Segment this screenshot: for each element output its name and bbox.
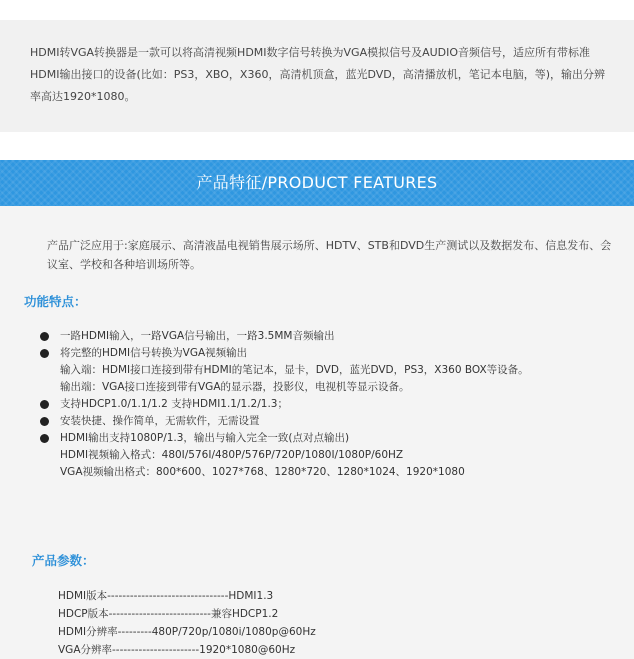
bullet-icon — [40, 417, 49, 426]
params-title: 产品参数： — [32, 553, 95, 568]
intro-text: HDMI转VGA转换器是一款可以将高清视频HDMI数字信号转换为VGA模拟信号及AUDIO音频信号，适应所有带标准HDMI输出接口的设备(比如：PS3，XBO，X360，高清机顶盒，蓝光DVD，高清播放机，笔记本电脑，等)，输出分辨率高达1920*1080。 — [30, 46, 606, 103]
feature-item — [40, 328, 610, 345]
features-title: 功能特点： — [24, 294, 87, 309]
feature-subtext: VGA视频输出格式：800*600、1027*768、1280*720、1280*1024、1920*1080 — [60, 466, 465, 478]
feature-subtext: 输入端：HDMI接口连接到带有HDMI的笔记本，显卡，DVD，蓝光DVD，PS3，X360 BOX等设备。 — [60, 364, 529, 376]
feature-item — [40, 430, 610, 481]
param-row: HDCP版本---------------------------兼容HDCP1.2 — [58, 608, 279, 620]
params-list — [58, 587, 478, 659]
param-row: HDMI分辨率---------480P/720p/1080i/1080p@60Hz — [58, 626, 316, 638]
feature-text: 支持HDCP1.0/1.1/1.2 支持HDMI1.1/1.2/1.3； — [60, 398, 288, 410]
feature-item — [40, 345, 610, 396]
usage-text: 产品广泛应用于:家庭展示、高清液晶电视销售展示场所、HDTV、STB和DVD生产测试以及数据发布、信息发布、会议室、学校和各种培训场所等。 — [47, 239, 612, 271]
feature-text: HDMI输出支持1080P/1.3，输出与输入完全一致(点对点输出) — [60, 432, 350, 444]
feature-item — [40, 413, 610, 430]
bullet-icon — [40, 349, 49, 358]
feature-subtext: 输出端：VGA接口连接到带有VGA的显示器，投影仪，电视机等显示设备。 — [60, 381, 410, 393]
feature-text: 安装快捷、操作简单，无需软件，无需设置 — [60, 415, 260, 427]
feature-subtext: HDMI视频输入格式：480I/576I/480P/576P/720P/1080I/1080P/60HZ — [60, 449, 404, 461]
feature-text: 将完整的HDMI信号转换为VGA视频输出 — [60, 347, 248, 359]
features-list — [40, 328, 610, 481]
param-row: VGA分辨率-----------------------1920*1080@60Hz — [58, 644, 296, 656]
features-section — [0, 206, 634, 656]
section-gap — [0, 132, 634, 160]
bullet-icon — [40, 332, 49, 341]
banner-title: 产品特征/PRODUCT FEATURES — [196, 173, 438, 192]
top-white-strip — [0, 0, 634, 20]
param-row: HDMI版本--------------------------------HDMI1.3 — [58, 590, 274, 602]
intro-section — [0, 20, 634, 132]
feature-item — [40, 396, 610, 413]
bullet-icon — [40, 434, 49, 443]
feature-text: 一路HDMI输入，一路VGA信号输出，一路3.5MM音频输出 — [60, 330, 335, 342]
features-banner — [0, 160, 634, 206]
bullet-icon — [40, 400, 49, 409]
